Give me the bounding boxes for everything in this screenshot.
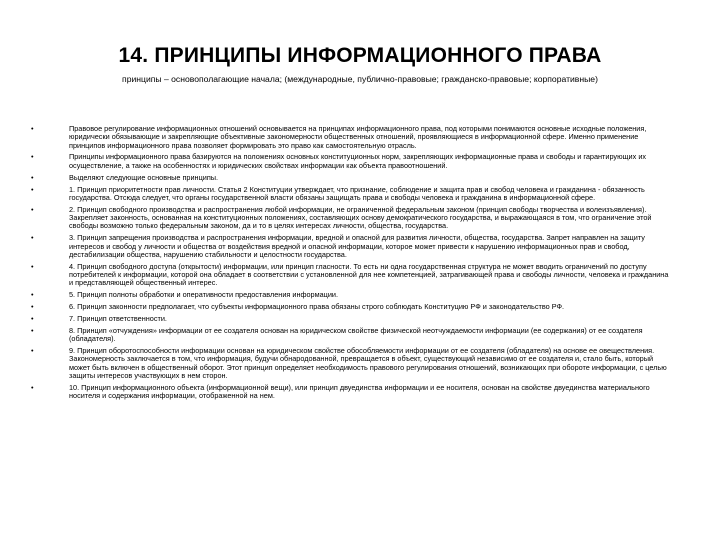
list-item-text: 4. Принцип свободного доступа (открытости) информации, или принцип гласности. То есть ни одна государственная структура не может вводить ограничений по доступу потребителей к информации, которой она обладает в соответствии с установленной для нее компетенцией, затрагивающей права и свободы личности, человека и гражданина и представляющей общественный интерес.: [69, 261, 669, 288]
bullet-dot-icon: •: [31, 325, 34, 335]
bullet-dot-icon: •: [31, 233, 34, 243]
list-item-text: Правовое регулирование информационных отношений основывается на принципах информационного права, под которыми понимаются основные исходные положения, юридически обязывающие и закрепляющие объективные закономерности общественных отношений, проявляющиеся в информационной сфере. Именно применение принципов информационного права позволяет формировать это право как самостоятельную отрасль.: [69, 124, 647, 150]
list-item-text: 10. Принцип информационного объекта (информационной вещи), или принцип двуединства информации и ее носителя, основан на свойстве двуединства материального носителя и содержания информации, отображенной на нем.: [69, 382, 650, 401]
list-item: [30, 384, 670, 401]
list-item: [30, 327, 670, 344]
list-item-text: 5. Принцип полноты обработки и оперативности предоставления информации.: [69, 290, 339, 300]
list-item: [30, 347, 670, 380]
list-item: [30, 174, 670, 182]
list-item: [30, 206, 670, 231]
bullet-dot-icon: •: [31, 204, 34, 214]
list-item-text: 3. Принцип запрещения производства и распространения информации, вредной и опасной для развития личности, общества, государства. Запрет направлен на защиту интересов и свобод у личности и общества от воздействия вредной и опасной информации, которое может привести к нарушению информационных прав и свобод, дестабилизации общества, нарушению стабильности и целостности государства.: [69, 233, 645, 259]
bullet-dot-icon: •: [31, 302, 34, 312]
list-item: [30, 291, 670, 299]
list-item: [30, 263, 670, 288]
principles-list: [30, 125, 670, 404]
list-item: [30, 315, 670, 323]
list-item-text: 7. Принцип ответственности.: [69, 313, 167, 323]
list-item-text: 8. Принцип «отчуждения» информации от ее создателя основан на юридическом свойстве физической неотчуждаемости информации (ее содержания) от ее создателя (обладателя).: [69, 325, 643, 344]
list-item-text: Выделяют следующие основные принципы.: [69, 172, 219, 182]
bullet-dot-icon: •: [31, 313, 34, 323]
list-item-text: 1. Принцип приоритетности прав личности. Статья 2 Конституции утверждает, что признание, соблюдение и защита прав и свобод человека и гражданина - обязанность государства. Отсюда следует, что органы государственной власти обязаны защищать права и свободы человека и гражданина в информационной сфере.: [69, 184, 645, 202]
list-item: [30, 153, 670, 170]
bullet-dot-icon: •: [31, 184, 34, 194]
bullet-dot-icon: •: [31, 172, 34, 182]
bullet-dot-icon: •: [31, 124, 34, 133]
list-item-text: 9. Принцип оборотоспособности информации основан на юридическом свойстве обособляемости информации от ее создателя (обладателя) на основе ее овеществления. Закономерность заключается в том, что информация, будучи обнародованной, превращается в объект, существующий независимо от ее создателя и, стало быть, который может быть включен в общественный оборот. Этот принцип определяет необходимость правового регулирования отношений, возникающих при обороте информации, с целью защиты интересов участвующих в нем сторон.: [69, 346, 667, 380]
list-item: [30, 186, 670, 203]
list-item-text: 2. Принцип свободного производства и распространения любой информации, не ограниченной федеральным законом (принцип свободы творчества и волеизъявления). Закрепляет законность, основанная на конституционных положениях, составляющих основу демократического государства, и выражающаяся в том, что ограничение этой свободы возможно только федеральным законом, да и то в целях интересах личности, общества, государства.: [69, 204, 652, 231]
bullet-dot-icon: •: [31, 261, 34, 271]
slide-subtitle: принципы – основополагающие начала; (международные, публично-правовые; гражданско-правовые; корпоративные): [122, 74, 598, 84]
slide-title: 14. ПРИНЦИПЫ ИНФОРМАЦИОННОГО ПРАВА: [118, 44, 602, 67]
list-item: [30, 125, 670, 150]
list-item-text: 6. Принцип законности предполагает, что субъекты информационного права обязаны строго соблюдать Конституцию РФ и законодательство РФ.: [69, 302, 565, 312]
bullet-dot-icon: •: [31, 152, 34, 162]
bullet-dot-icon: •: [31, 290, 34, 300]
bullet-dot-icon: •: [31, 346, 34, 356]
list-item: [30, 234, 670, 259]
bullet-dot-icon: •: [31, 382, 34, 392]
list-item-text: Принципы информационного права базируются на положениях основных конституционных норм, закрепляющих информационные права и свободы и гарантирующих их осуществление, а также на особенностях и юридических свойствах информации как объекта правоотношений.: [69, 152, 647, 170]
list-item: [30, 303, 670, 311]
